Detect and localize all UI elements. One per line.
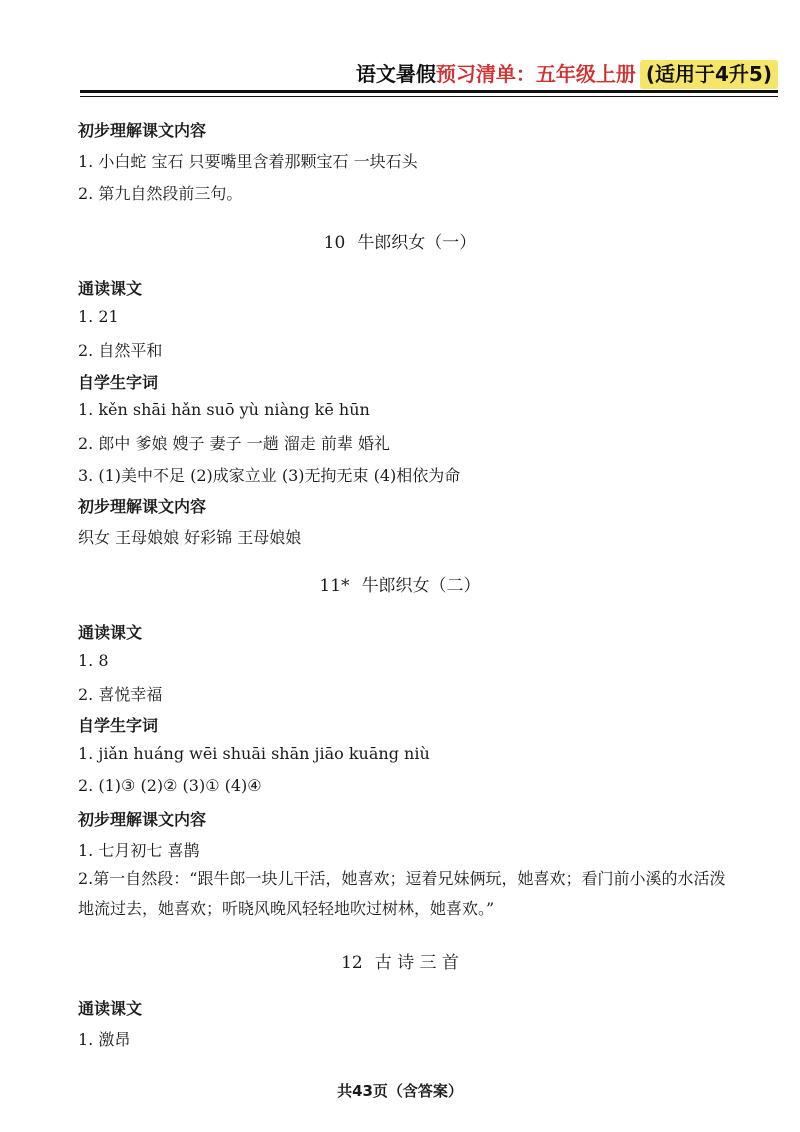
lesson-number: 10: [323, 233, 346, 253]
answer-line: 2. (1)③ (2)② (3)① (4)④: [78, 776, 262, 795]
section-heading: 通读课文: [78, 999, 143, 1018]
header-title-part2: 预习清单：五年级上册: [435, 62, 636, 86]
page-footer: 共43页（含答案）: [337, 1082, 463, 1100]
answer-line: 织女 王母娘娘 好彩锦 王母娘娘: [78, 528, 302, 547]
header-rule-thin: [80, 96, 778, 97]
section-heading: 初步理解课文内容: [78, 497, 207, 516]
header-grade-badge: (适用于4升5): [640, 60, 778, 89]
lesson-number: 12: [341, 953, 363, 973]
lesson-title: [0, 228, 800, 253]
answer-line: 2. 自然平和: [78, 341, 163, 360]
answer-paragraph: 2.第一自然段：“跟牛郎一块儿干活，她喜欢；逗着兄妹俩玩，她喜欢；看门前小溪的水活泼地流过去，她喜欢；听晓风晚风轻轻地吹过树林，她喜欢。”: [78, 869, 726, 918]
section-heading: 通读课文: [78, 623, 143, 642]
answer-line: 2. 第九自然段前三句。: [78, 184, 243, 203]
answer-line: 1. 小白蛇 宝石 只要嘴里含着那颗宝石 一块石头: [78, 152, 418, 171]
answer-line: 1. 激昂: [78, 1030, 131, 1049]
section-heading: 自学生字词: [78, 716, 159, 735]
lesson-number: 11*: [319, 576, 350, 596]
lesson-name: 牛郎织女（二）: [361, 576, 481, 596]
answer-line: 2. 郎中 爹娘 嫂子 妻子 一趟 溜走 前辈 婚礼: [78, 434, 390, 453]
answer-line: 2. 喜悦幸福: [78, 685, 163, 704]
section-heading: 通读课文: [78, 279, 143, 298]
header-title-part1: 语文暑假: [355, 62, 436, 86]
lesson-title: [0, 948, 800, 973]
answer-line: 1. 七月初七 喜鹊: [78, 841, 200, 860]
lesson-name: 古 诗 三 首: [374, 953, 459, 973]
document-header: [356, 58, 778, 87]
header-rule-thick: [80, 90, 778, 93]
lesson-title: [0, 571, 800, 596]
lesson-name: 牛郎织女（一）: [357, 233, 477, 253]
section-heading: 自学生字词: [78, 373, 159, 392]
answer-line: 1. 21: [78, 307, 119, 326]
pinyin-line: 1. kěn shāi hǎn suō yù niàng kē hūn: [78, 400, 370, 419]
answer-line: 1. 8: [78, 651, 109, 670]
answer-line: 3. (1)美中不足 (2)成家立业 (3)无拘无束 (4)相依为命: [78, 466, 461, 485]
section-heading: 初步理解课文内容: [78, 810, 207, 829]
pinyin-line: 1. jiǎn huáng wēi shuāi shān jiāo kuāng niù: [78, 744, 430, 763]
section-heading: 初步理解课文内容: [78, 121, 207, 140]
